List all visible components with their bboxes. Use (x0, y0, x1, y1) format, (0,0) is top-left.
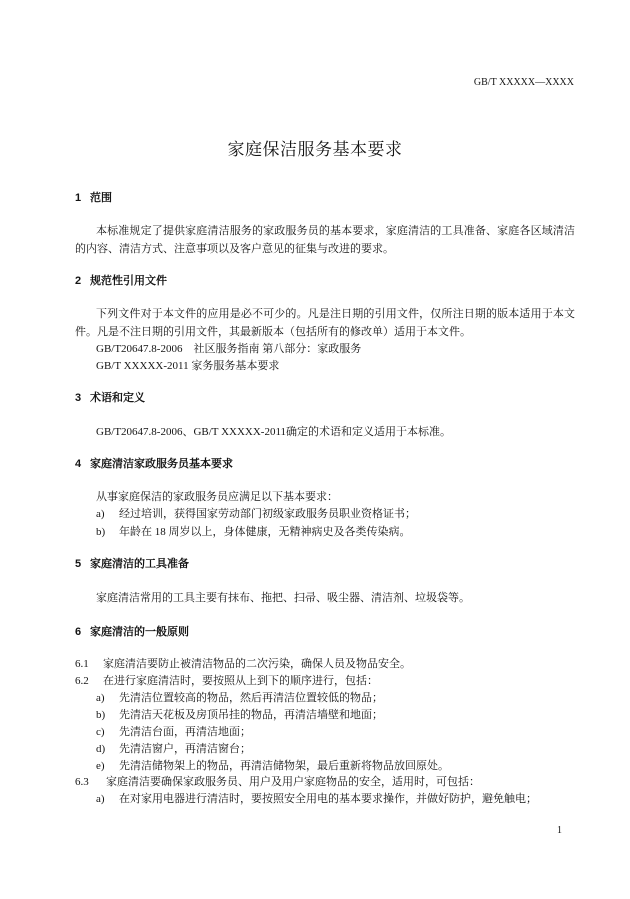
clause-text: 家庭清洁要确保家政服务员、用户及用户家庭物品的安全，适用时，可包括： (106, 776, 480, 788)
list-item (96, 690, 383, 707)
clause (75, 656, 411, 673)
paragraph-line: 件。凡是不注日期的引用文件，其最新版本（包括所有的修改单）适用于本文件。 (75, 326, 471, 338)
list-item-text: 先清洁台面，再清洁地面； (119, 726, 251, 738)
paragraph-line: 本标准规定了提供家庭清洁服务的家政服务员的基本要求，家庭清洁的工具准备、家庭各区域清洁 (96, 225, 575, 237)
reference-item: GB/T XXXXX-2011 家务服务基本要求 (96, 360, 280, 372)
list-item-label: e) (96, 760, 105, 772)
list-item (96, 506, 416, 523)
paragraph-line: 下列文件对于本文件的应用是必不可少的。凡是注日期的引用文件，仅所注日期的版本适用于本文 (96, 308, 575, 320)
list-item-label: a) (96, 793, 105, 805)
clause-number: 6.2 (75, 675, 89, 687)
list-item-label: d) (96, 743, 106, 755)
list-item (96, 741, 251, 758)
section-number: 4 (75, 458, 82, 470)
list-item-label: c) (96, 726, 105, 738)
section-title: 家庭清洁的工具准备 (90, 558, 189, 570)
list-item-text: 先清洁天花板及房顶吊挂的物品，再清洁墙壁和地面； (119, 709, 383, 721)
list-item-label: a) (96, 692, 105, 704)
section-title: 家庭清洁的一般原则 (90, 626, 189, 638)
section-heading-general-principles (75, 624, 189, 641)
clause-text: 家庭清洁要防止被清洁物品的二次污染，确保人员及物品安全。 (103, 658, 411, 670)
clause-number: 6.3 (75, 776, 89, 788)
paragraph-line: GB/T20647.8-2006、GB/T XXXXX-2011确定的术语和定义适用于本标准。 (96, 426, 452, 438)
list-item (96, 758, 449, 775)
list-item-label: a) (96, 508, 105, 520)
document-title: 家庭保洁服务基本要求 (227, 140, 403, 159)
list-item-text: 在对家用电器进行清洁时，要按照安全用电的基本要求操作，并做好防护，避免触电； (119, 793, 537, 805)
section-title: 范围 (90, 192, 112, 204)
section-title: 术语和定义 (90, 392, 145, 404)
clause-text: 在进行家庭清洁时，要按照从上到下的顺序进行，包括： (103, 675, 378, 687)
section-title: 家庭清洁家政服务员基本要求 (90, 458, 233, 470)
paragraph-line: 从事家庭保洁的家政服务员应满足以下基本要求： (96, 491, 338, 503)
section-heading-terms (75, 390, 145, 407)
section-number: 3 (75, 392, 82, 404)
section-heading-tools (75, 556, 189, 573)
section-number: 6 (75, 626, 82, 638)
list-item (96, 707, 383, 724)
clause (75, 673, 378, 690)
list-item-text: 年龄在 18 周岁以上，身体健康，无精神病史及各类传染病。 (119, 526, 411, 538)
section-heading-staff-requirements (75, 456, 233, 473)
document-code: GB/T XXXXX—XXXX (473, 77, 574, 88)
list-item (96, 524, 411, 541)
section-number: 5 (75, 558, 82, 570)
list-item-text: 先清洁储物架上的物品，再清洁储物架，最后重新将物品放回原处。 (119, 760, 449, 772)
list-item (96, 791, 537, 808)
page-number: 1 (557, 825, 562, 836)
list-item-label: b) (96, 709, 106, 721)
paragraph-line: 家庭清洁常用的工具主要有抹布、拖把、扫帚、吸尘器、清洁剂、垃圾袋等。 (96, 592, 470, 604)
clause (75, 774, 480, 791)
section-heading-scope (75, 190, 112, 207)
list-item-text: 先清洁窗户，再清洁窗台； (119, 743, 251, 755)
list-item-text: 经过培训，获得国家劳动部门初级家政服务员职业资格证书； (119, 508, 416, 520)
section-heading-normative-references (75, 273, 167, 290)
section-title: 规范性引用文件 (90, 275, 167, 287)
reference-item: GB/T20647.8-2006 社区服务指南 第八部分：家政服务 (96, 343, 362, 355)
list-item (96, 724, 251, 741)
section-number: 1 (75, 192, 82, 204)
list-item-text: 先清洁位置较高的物品，然后再清洁位置较低的物品； (119, 692, 383, 704)
clause-number: 6.1 (75, 658, 89, 670)
section-number: 2 (75, 275, 82, 287)
list-item-label: b) (96, 526, 106, 538)
paragraph-line: 的内容、清洁方式、注意事项以及客户意见的征集与改进的要求。 (75, 243, 394, 255)
